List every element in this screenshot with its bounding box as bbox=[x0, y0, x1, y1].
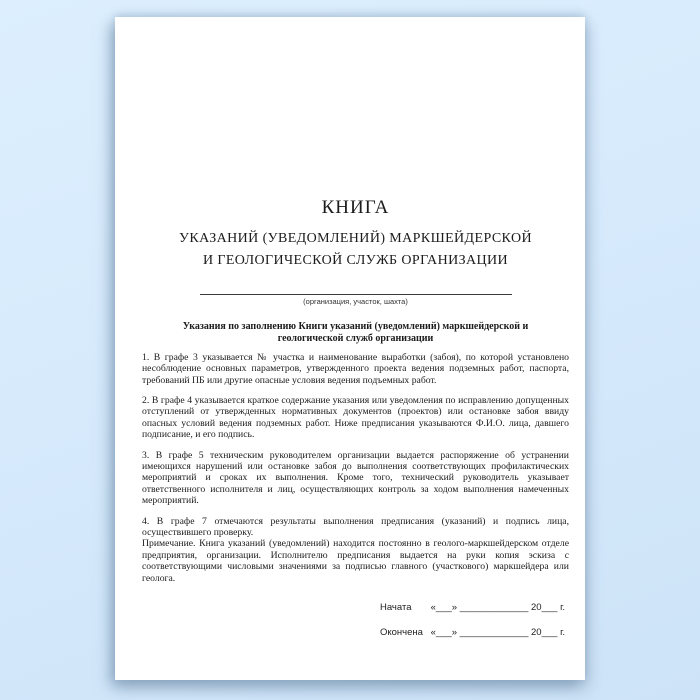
instructions-heading: Указания по заполнению Книги указаний (уведомлений) маркшейдерской и геологической служб организации bbox=[182, 320, 529, 345]
organization-caption: (организация, участок, шахта) bbox=[303, 296, 408, 306]
note-paragraph: Примечание. Книга указаний (уведомлений) находится постоянно в геолого-маркшейдерском отделе предприятия, организации. Исполнителю предписания выдается на руки копия эскиза с соответствующими числовыми значениями за подписью главного (участкового) маркшейдера или геолога. bbox=[142, 538, 569, 584]
organization-blank-line bbox=[200, 294, 512, 296]
organization-fill-in-block bbox=[200, 294, 512, 306]
date-finished-label: Окончена bbox=[380, 627, 423, 639]
date-finished-blank: «___» _____________ 20___ г. bbox=[430, 627, 566, 639]
document-subtitle-line2: И ГЕОЛОГИЧЕСКОЙ СЛУЖБ ОРГАНИЗАЦИИ bbox=[202, 252, 509, 268]
paragraph-4: 4. В графе 7 отмечаются результаты выполнения предписания (указаний) и подпись лица, осуществившего проверку. bbox=[142, 515, 569, 539]
paragraph-2: 2. В графе 4 указывается краткое содержание указания или уведомления по исправлению допущенных отступлений от утвержденных нормативных документов (проектов) или остановке забоя ввиду опасных условий ведения подземных работ. Ниже предписания указываются Ф.И.О. лица, давшего подписание, и его подпись. bbox=[142, 395, 569, 441]
date-started-blank: «___» _____________ 20___ г. bbox=[430, 602, 566, 614]
paragraph-3: 3. В графе 5 техническим руководителем организации выдается распоряжение об устранении имеющихся нарушений или остановке забоя до выполнения соответствующих профилактических мероприятий и сроках их выполнения. Кроме того, технический руководитель указывает ответственного исполнителя и лиц, осуществляющих контроль за ходом выполнения намеченных мероприятий. bbox=[142, 449, 569, 507]
date-started-row bbox=[380, 602, 569, 613]
date-started-label: Начата bbox=[380, 602, 412, 614]
document-title: КНИГА bbox=[321, 197, 390, 218]
document-page bbox=[115, 17, 585, 680]
paragraph-1: 1. В графе 3 указывается № участка и наименование выработки (забоя), по которой установлено несоблюдение основных параметров, утвержденного проекта ведения подземных работ, паспорта, требований ПБ или другие опасные условия ведения подъемных работ. bbox=[142, 351, 569, 386]
dates-block bbox=[380, 602, 569, 638]
date-finished-row bbox=[380, 627, 569, 638]
document-subtitle-line1: УКАЗАНИЙ (УВЕДОМЛЕНИЙ) МАРКШЕЙДЕРСКОЙ bbox=[179, 230, 532, 246]
